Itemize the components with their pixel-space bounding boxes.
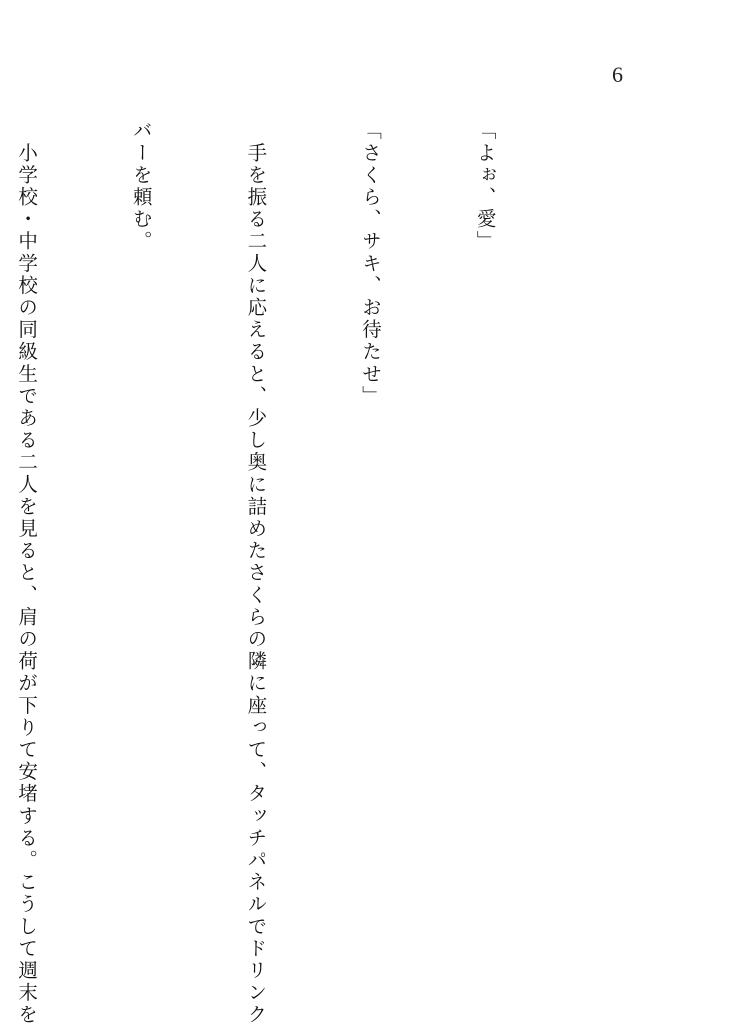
vertical-text-body	[0, 120, 580, 1026]
text-line: 手を振る二人に応えると、少し奥に詰めたさくらの隣に座って、タッチパネルでドリンク	[244, 120, 268, 1026]
text-line: 「さくら、サキ、お待たせ」	[358, 120, 382, 408]
page-number: 6	[612, 62, 623, 87]
text-line: 小学校・中学校の同級生である二人を見ると、肩の荷が下りて安堵する。こうして週末を	[15, 120, 39, 1026]
text-line: 「よぉ、愛」	[473, 120, 497, 253]
text-line: バーを頼む。	[129, 120, 153, 253]
